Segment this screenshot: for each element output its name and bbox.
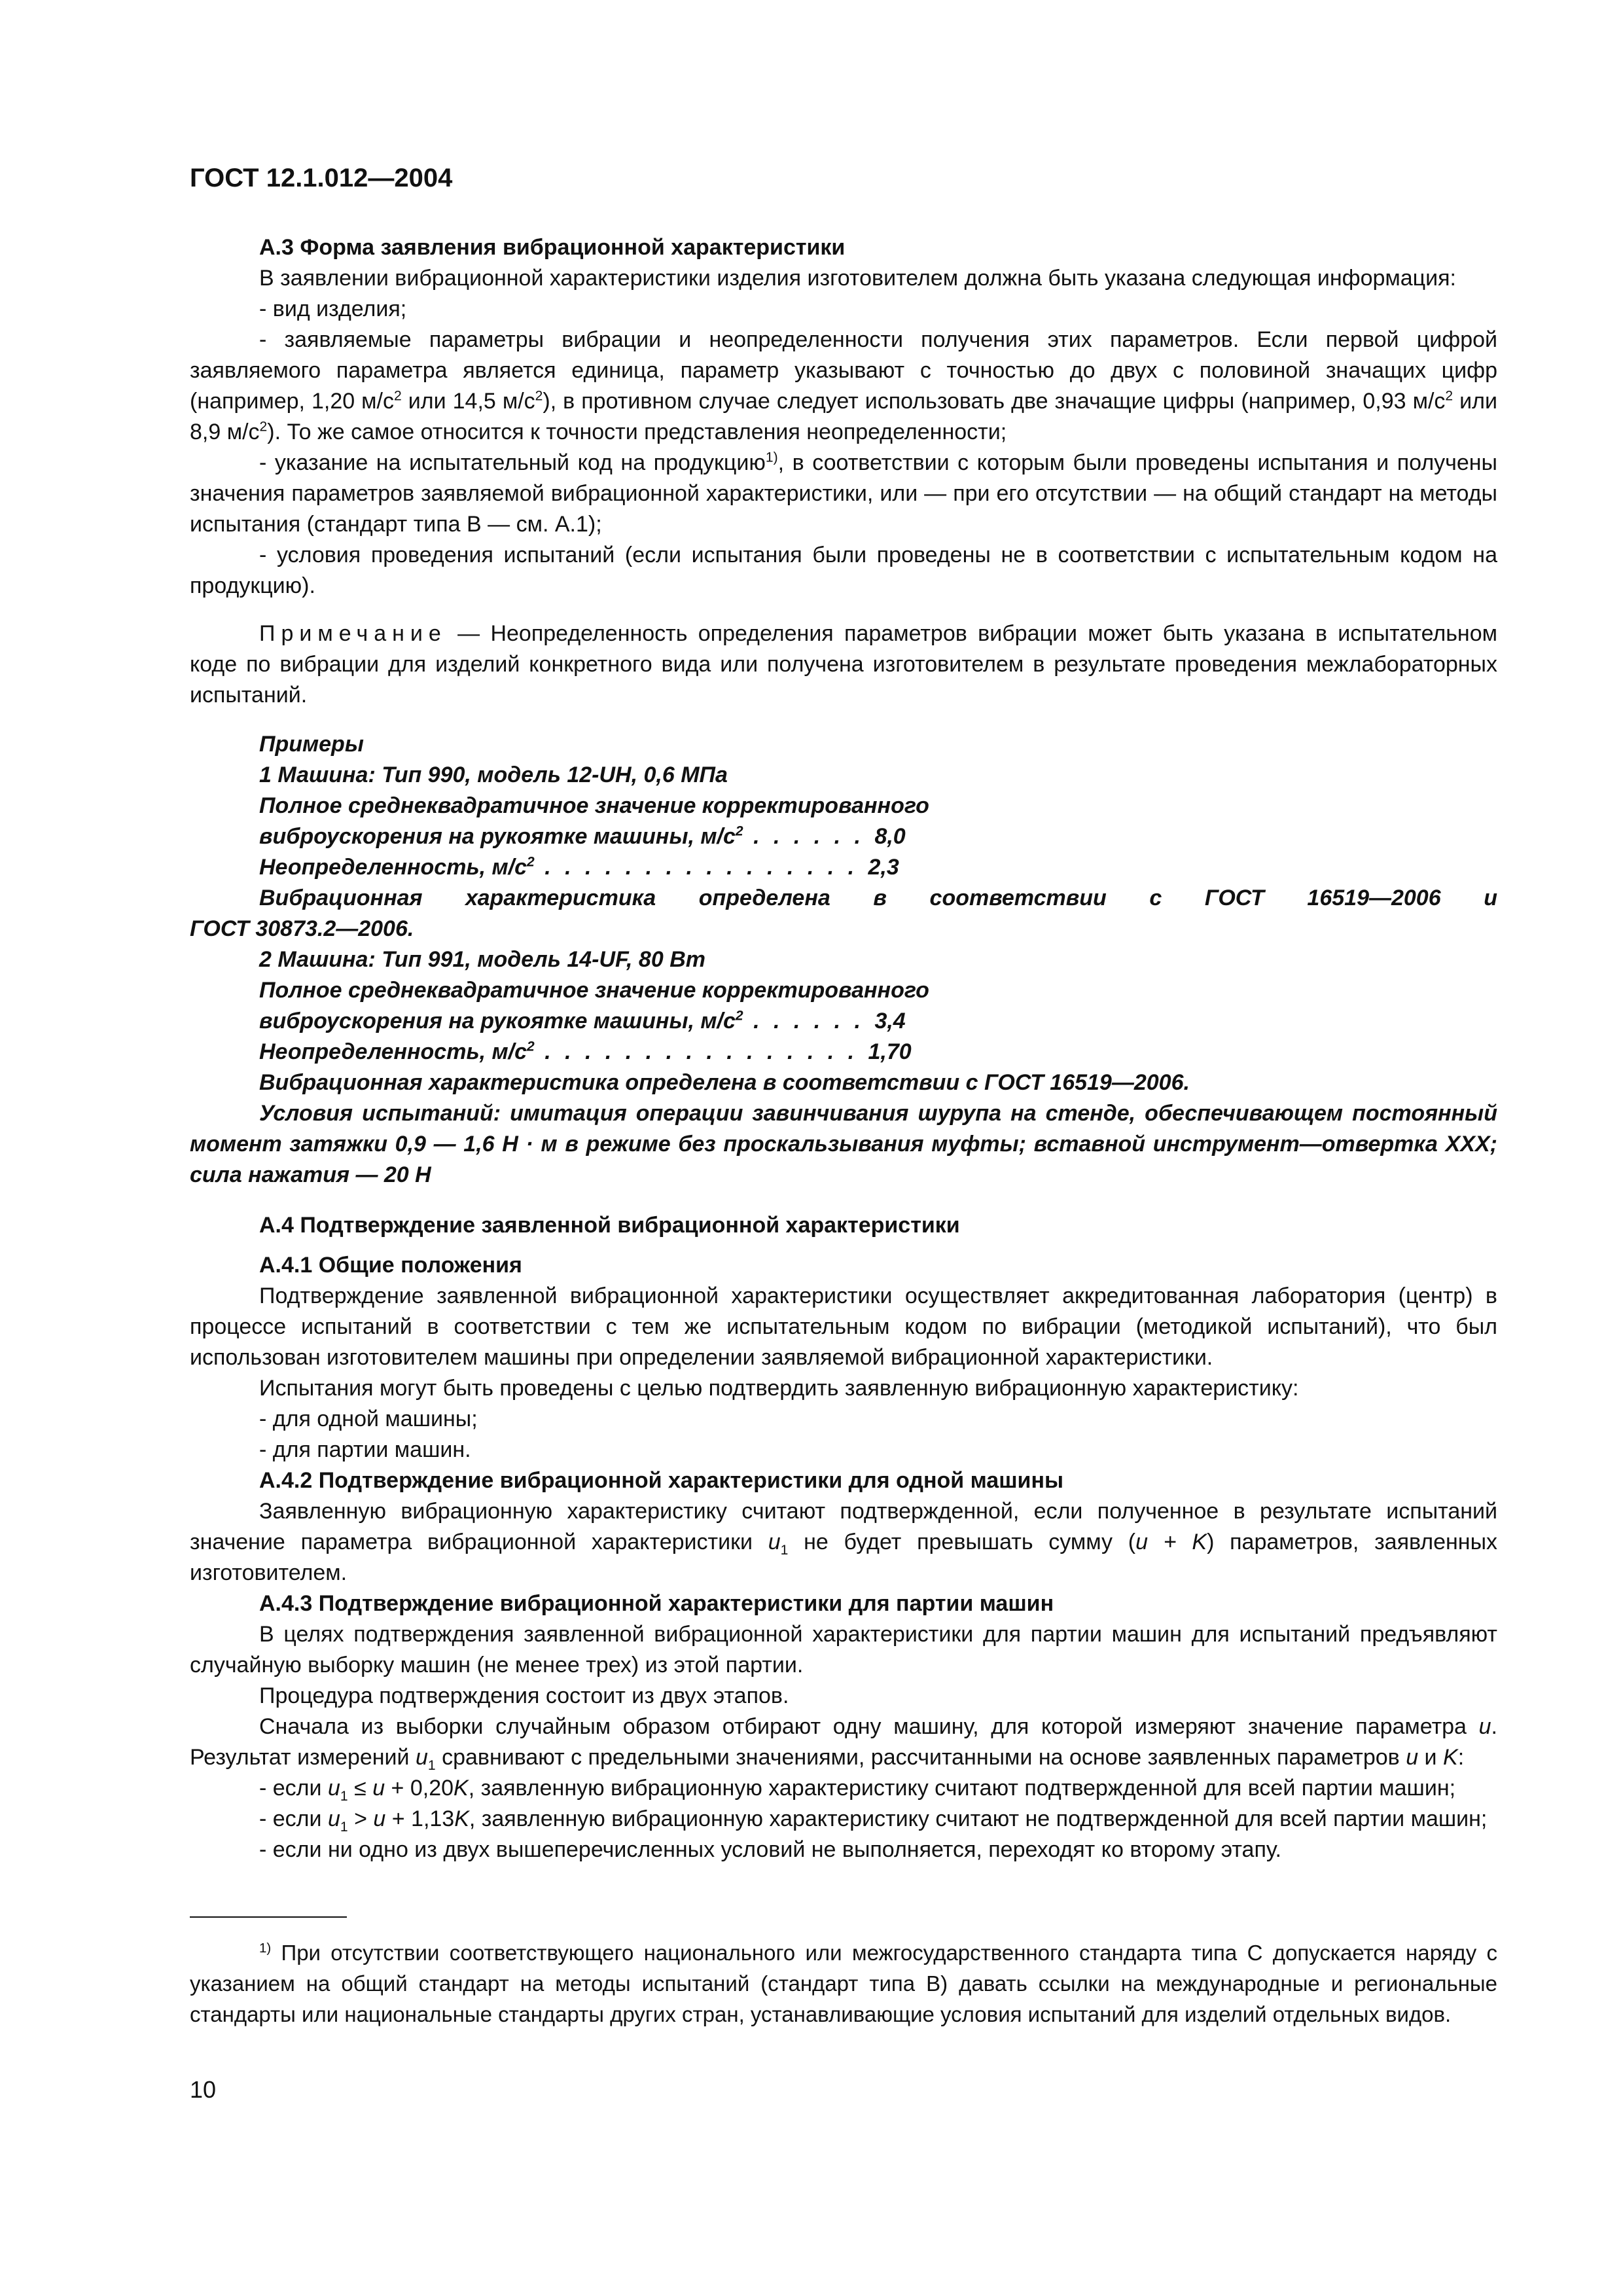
section-a42-title: А.4.2 Подтверждение вибрационной характеристики для одной машины — [259, 1468, 1064, 1493]
page-number: 10 — [190, 2076, 217, 2103]
example-2-standard-line: Вибрационная характеристика определена в соответствии с ГОСТ 16519—2006. — [259, 1070, 1190, 1095]
section-a43-paragraph3: Сначала из выборки случайным образом отбирают одну машину, для которой измеряют значение параметра u. Результат измерений $u_1$ сравнивают с предельными значениями, рассчитанными на основе заявленных параметров u и K: — [190, 1714, 1497, 1773]
footnote-marker: 1) — [259, 1941, 272, 1956]
example-2-acceleration: виброускорения на рукоятке машины, $м/с^2$ . . . . . . 3,4 — [259, 1008, 906, 1033]
section-a43-title: А.4.3 Подтверждение вибрационной характеристики для партии машин — [259, 1591, 1054, 1616]
section-a43-condition-confirmed: - если $u_1 \le u + 0,20K$, заявленную вибрационную характеристику считают подтвержденной для всей партии машин; — [259, 1776, 1456, 1804]
example-1-uncertainty-value: 2,3 — [868, 855, 899, 880]
footnote-separator — [190, 1916, 347, 1918]
example-2-line1: Полное среднеквадратичное значение корректированного — [259, 978, 929, 1003]
document-header-code: ГОСТ 12.1.012—2004 — [190, 164, 453, 192]
section-a3-item-test-conditions: - условия проведения испытаний (если испытания были проведены не в соответствии с испытательным кодом на продукцию). — [190, 543, 1497, 598]
example-1-acceleration: виброускорения на рукоятке машины, $м/с^2$ . . . . . . 8,0 — [259, 823, 906, 849]
example-1-machine: 1 Машина: Тип 990, модель 12-UH, 0,6 МПа — [259, 762, 728, 787]
section-a3-item-test-code: - указание на испытательный код на продукцию$^{1)}$, в соответствии с которым были проведены испытания и получены значения параметров заявляемой вибрационной характеристики, или — при его отсутствии — на общий стандарт на методы испытания (стандарт типа В — см. А.1); — [190, 450, 1497, 537]
section-a41-paragraph2: Испытания могут быть проведены с целью подтвердить заявленную вибрационную характеристику: — [259, 1376, 1299, 1401]
section-a43-condition-not-confirmed: - если $u_1 > u + 1,13K$, заявленную вибрационную характеристику считают не подтвержденной для всей партии машин; — [259, 1806, 1488, 1835]
example-2-acceleration-value: 3,4 — [874, 1009, 906, 1033]
example-1-standard-line: Вибрационная характеристика определена в соответствии с ГОСТ 16519—2006 и — [259, 886, 1497, 910]
note-text: — Неопределенность определения параметров вибрации может быть указана в испытательном коде по вибрации для изделий конкретного вида или получена изготовителем в результате проведения межлабораторных испытаний. — [190, 621, 1497, 708]
example-2-test-conditions: Условия испытаний: имитация операции завинчивания шурупа на стенде, обеспечивающем постоянный момент затяжки 0,9 — 1,6 Н · м в режиме без проскальзывания муфты; вставной инструмент—отвертка ХХХ; сила нажатия — 20 Н — [190, 1101, 1497, 1187]
page-content — [190, 232, 1497, 1865]
example-2-machine: 2 Машина: Тип 991, модель 14-UF, 80 Вт — [259, 947, 705, 972]
section-a41-item-single: - для одной машины; — [259, 1407, 478, 1431]
footnote-text: При отсутствии соответствующего национального или межгосударственного стандарта типа С допускается наряду с указанием на общий стандарт на методы испытаний (стандарт типа В) давать ссылки на международные и региональные стандарты или национальные стандарты других стран, устанавливающие условия испытаний для изделий отдельных видов. — [190, 1941, 1497, 2026]
footnote-reference: 1) — [765, 450, 778, 465]
section-a3-title: А.3 Форма заявления вибрационной характеристики — [259, 235, 846, 260]
section-a3-note — [190, 619, 1497, 711]
example-1-uncertainty: Неопределенность, $м/с^2$ . . . . . . . . . . . . . . . . 2,3 — [259, 854, 899, 880]
section-a4-title: А.4 Подтверждение заявленной вибрационной характеристики — [259, 1213, 960, 1238]
example-2-uncertainty: Неопределенность, $м/с^2$ . . . . . . . . . . . . . . . . 1,70 — [259, 1039, 912, 1064]
example-1-standard-line2: ГОСТ 30873.2—2006. — [190, 916, 414, 941]
section-a41-item-batch: - для партии машин. — [259, 1437, 471, 1462]
section-a3-item-parameters: - заявляемые параметры вибрации и неопределенности получения этих параметров. Если первой цифрой заявляемого параметра является единица, параметр указывают с точностью до двух с половиной значащих цифр (например, 1,20 $м/с^2$ или 14,5 $м/с^2$), в противном случае следует использовать две значащие цифры (например, 0,93 $м/с^2$ или 8,9 $м/с^2$). То же самое относится к точности представления неопределенности; — [190, 327, 1497, 444]
section-a43-condition-second-stage: - если ни одно из двух вышеперечисленных условий не выполняется, переходят ко второму этапу. — [259, 1837, 1281, 1862]
examples-block — [190, 729, 1497, 1191]
section-a41-title: А.4.1 Общие положения — [259, 1253, 522, 1278]
footnote — [190, 1937, 1497, 2030]
examples-title: Примеры — [259, 732, 364, 757]
section-a41-paragraph1: Подтверждение заявленной вибрационной характеристики осуществляет аккредитованная лаборатория (центр) в процессе испытаний в соответствии с тем же испытательным кодом по вибрации (методикой испытаний), что был использован изготовителем машины при определении заявляемой вибрационной характеристики. — [190, 1283, 1497, 1370]
section-a3-item-product-type: - вид изделия; — [259, 296, 407, 321]
section-a43-paragraph2: Процедура подтверждения состоит из двух этапов. — [259, 1683, 789, 1708]
example-1-acceleration-value: 8,0 — [874, 824, 906, 849]
note-label: Примечание — [259, 621, 447, 646]
section-a43-paragraph1: В целях подтверждения заявленной вибрационной характеристики для партии машин для испытаний предъявляют случайную выборку машин (не менее трех) из этой партии. — [190, 1622, 1497, 1677]
section-a3-intro: В заявлении вибрационной характеристики изделия изготовителем должна быть указана следующая информация: — [259, 266, 1456, 291]
section-a42-paragraph: Заявленную вибрационную характеристику считают подтвержденной, если полученное в результате испытаний значение параметра вибрационной характеристики $u_1$ не будет превышать сумму (u + K) параметров, заявленных изготовителем. — [190, 1499, 1498, 1585]
example-1-line1: Полное среднеквадратичное значение корректированного — [259, 793, 929, 818]
example-2-uncertainty-value: 1,70 — [868, 1039, 912, 1064]
